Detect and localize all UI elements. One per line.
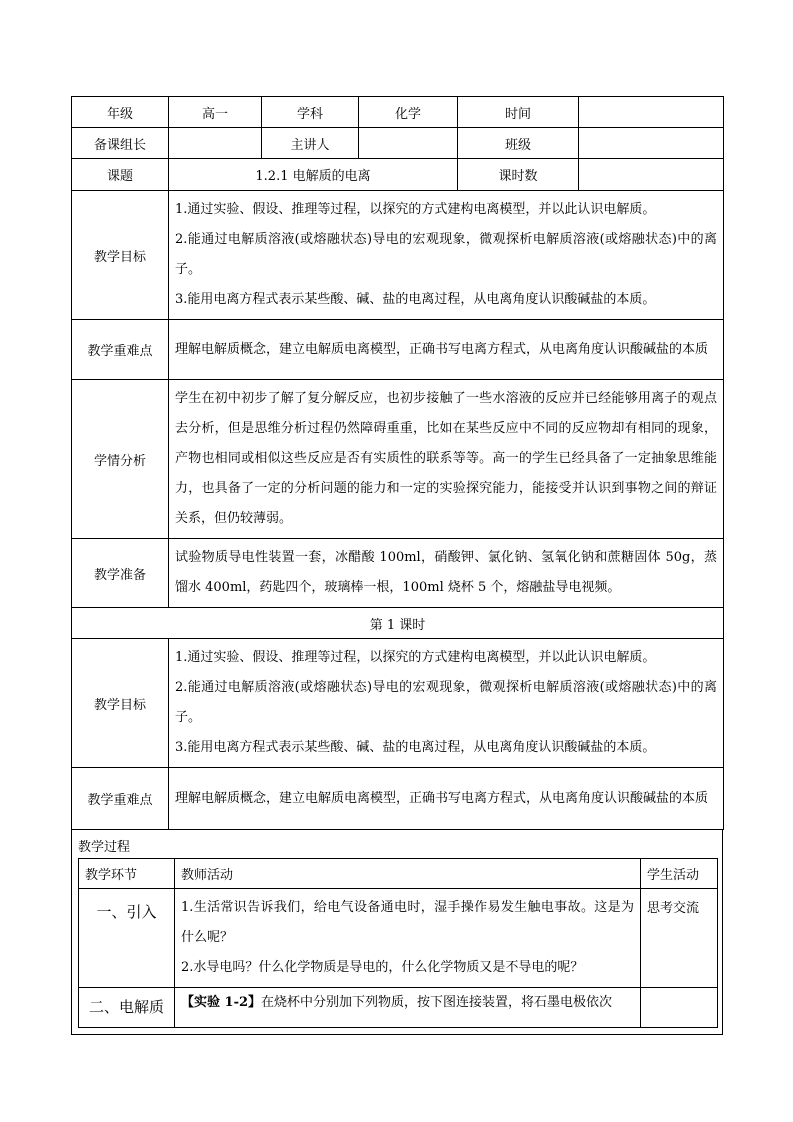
section-content	[169, 768, 724, 830]
objective-1: 1.通过实验、假设、推理等过程，以探究的方式建构电离模型，并以此认识电解质。	[175, 650, 656, 665]
section-label: 教学准备	[72, 539, 169, 608]
leader-value	[169, 128, 262, 159]
key-points: 理解电解质概念，建立电解质电离模型，正确书写电离方程式，从电离角度认识酸碱盐的本质	[175, 790, 709, 806]
section-label: 教学重难点	[72, 320, 169, 380]
objective-2: 2.能通过电解质溶液(或熔融状态)导电的宏观现象，微观探析电解质溶液(或熔融状态)中的离子。	[175, 232, 717, 277]
section-content	[169, 320, 724, 380]
section-label: 教学目标	[72, 191, 169, 320]
subject-value: 化学	[359, 97, 458, 128]
speaker-label: 主讲人	[262, 128, 359, 159]
experiment-text: 在烧杯中分别加下列物质，按下图连接装置，将石墨电极依次	[261, 995, 613, 1010]
col-header-step: 教学环节	[79, 859, 175, 889]
objective-3: 3.能用电离方程式表示某些酸、碱、盐的电离过程，从电离角度认识酸碱盐的本质。	[175, 292, 656, 307]
objective-2: 2.能通过电解质溶液(或熔融状态)导电的宏观现象，微观探析电解质溶液(或熔融状态)中的离子。	[175, 680, 717, 725]
step-label: 一、引入	[79, 889, 175, 988]
preparation-text: 试验物质导电性装置一套，冰醋酸 100ml，硝酸钾、氯化钠、氢氧化钠和蔗糖固体 50g，蒸馏水 400ml，药匙四个，玻璃棒一根，100ml 烧杯 5 个，熔融盐导电视频。	[175, 550, 717, 595]
section-content	[169, 539, 724, 608]
subject-label: 学科	[262, 97, 359, 128]
experiment-tag: 【实验 1-2】	[181, 995, 262, 1010]
section-label: 学情分析	[72, 380, 169, 539]
analysis-text: 学生在初中初步了解了复分解反应，也初步接触了一些水溶液的反应并已经能够用离子的观点去分析，但是思维分析过程仍然障碍重重，比如在某些反应中不同的反应物却有相同的现象，产物也相同或相似这些反应是否有实质性的联系等等。高一的学生已经具备了一定抽象思维能力，也具备了一定的分析问题的能力和一定的实验探究能力，能接受并认识到事物之间的辩证关系，但仍较薄弱。	[175, 391, 717, 526]
topic-label: 课题	[72, 159, 169, 191]
section-label: 教学目标	[72, 639, 169, 768]
teacher-activity	[175, 889, 641, 988]
info-table	[71, 96, 724, 830]
process-title: 教学过程	[78, 840, 131, 855]
section-content	[169, 191, 724, 320]
col-header-student: 学生活动	[641, 859, 718, 889]
speaker-value	[359, 128, 458, 159]
objective-1: 1.通过实验、假设、推理等过程，以探究的方式建构电离模型，并以此认识电解质。	[175, 202, 656, 217]
student-activity	[641, 988, 718, 1028]
section-label: 教学重难点	[72, 768, 169, 830]
hours-value	[579, 159, 724, 191]
grade-label: 年级	[72, 97, 169, 128]
time-label: 时间	[458, 97, 579, 128]
hours-label: 课时数	[458, 159, 579, 191]
class-label: 班级	[458, 128, 579, 159]
teacher-question-2: 2.水导电吗？什么化学物质是导电的，什么化学物质又是不导电的呢？	[181, 960, 584, 975]
lesson-title: 第 1 课时	[72, 608, 724, 639]
lesson-plan-page	[71, 96, 723, 1035]
section-content	[169, 380, 724, 539]
teacher-question-1: 1.生活常识告诉我们，给电气设备通电时，湿手操作易发生触电事故。这是为什么呢？	[181, 900, 634, 945]
step-label: 二、电解质	[79, 988, 175, 1028]
class-value	[579, 128, 724, 159]
leader-label: 备课组长	[72, 128, 169, 159]
student-activity: 思考交流	[641, 889, 718, 988]
grade-value: 高一	[169, 97, 262, 128]
teacher-activity	[175, 988, 641, 1028]
objective-3: 3.能用电离方程式表示某些酸、碱、盐的电离过程，从电离角度认识酸碱盐的本质。	[175, 740, 656, 755]
time-value	[579, 97, 724, 128]
teaching-process	[71, 830, 723, 1035]
topic-value: 1.2.1 电解质的电离	[169, 159, 458, 191]
section-content	[169, 639, 724, 768]
col-header-teacher: 教师活动	[175, 859, 641, 889]
process-table	[78, 858, 718, 1028]
key-points: 理解电解质概念，建立电解质电离模型，正确书写电离方程式，从电离角度认识酸碱盐的本质	[175, 341, 709, 357]
